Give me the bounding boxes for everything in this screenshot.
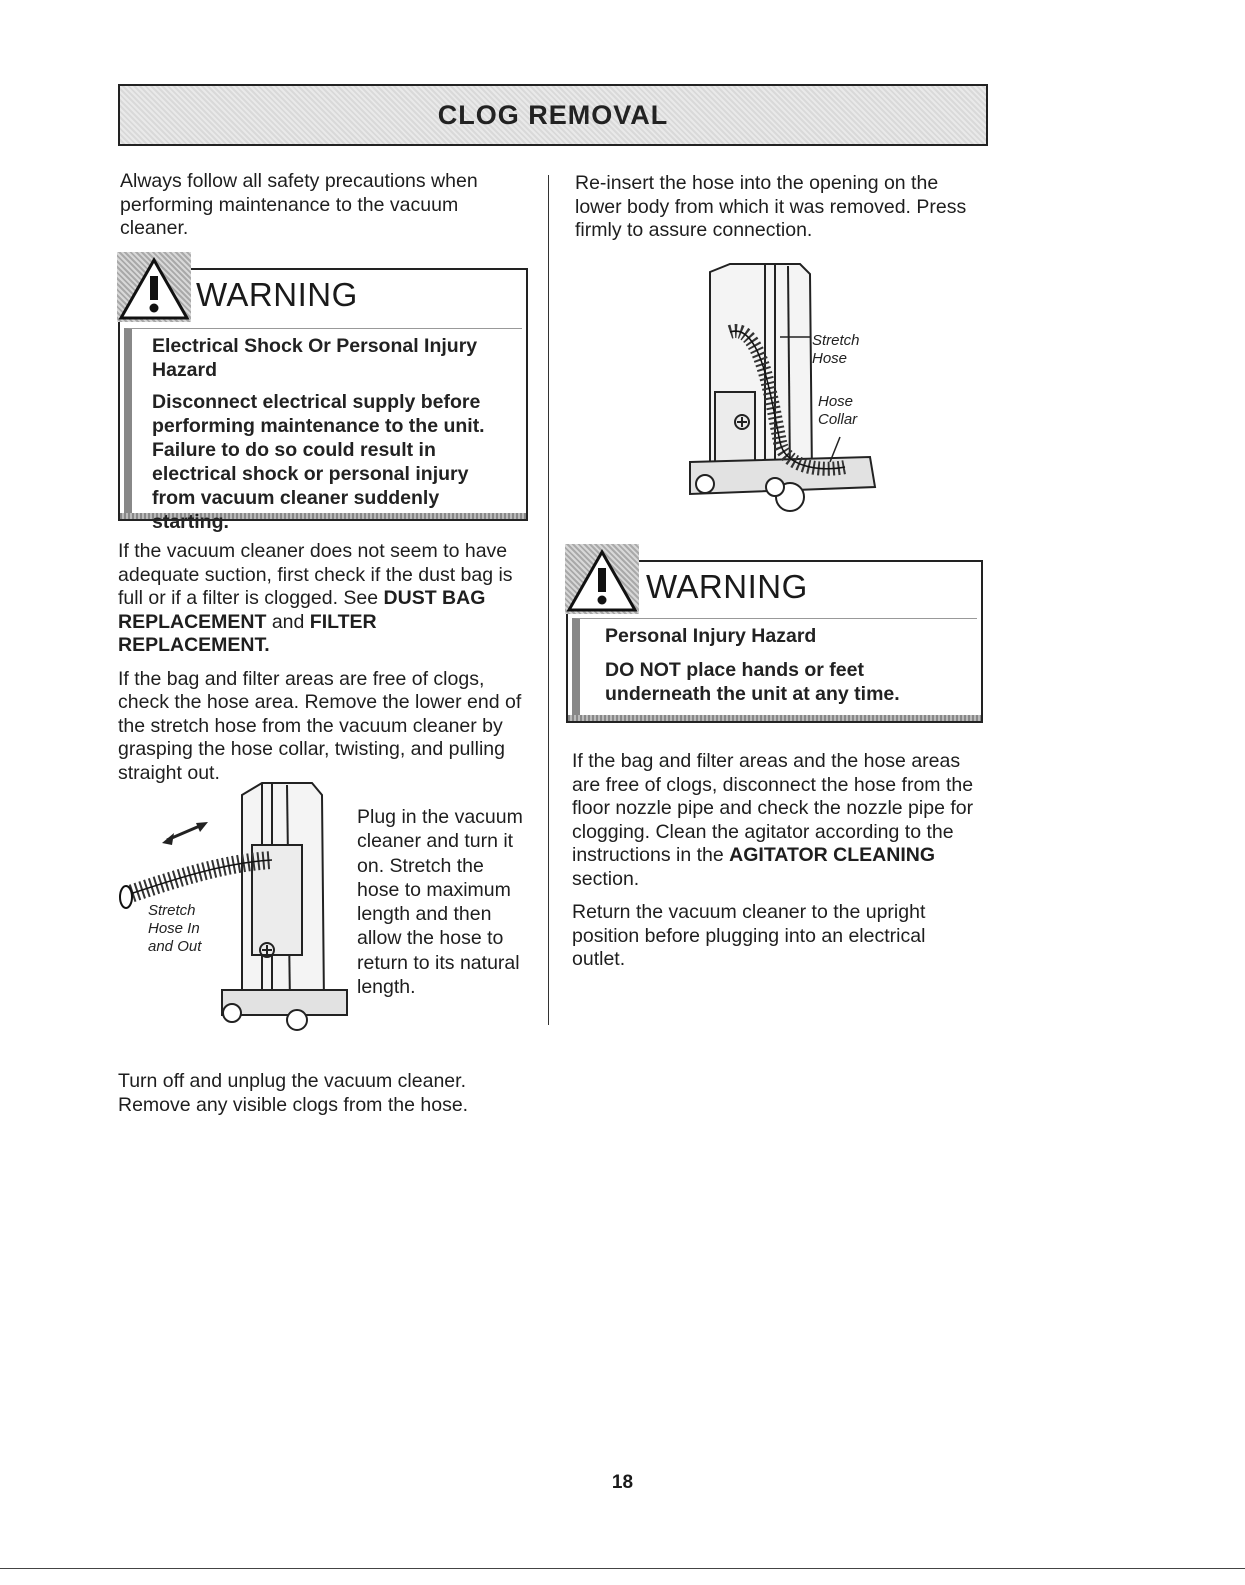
section-title: CLOG REMOVAL [437,99,669,130]
warning-triangle-icon [117,252,191,322]
page-number: 18 [611,1472,634,1493]
warning-hazard-2: Personal Injury Hazard [605,625,817,647]
figure-label-hose-collar: Hose Collar [818,393,858,428]
warning-body: Disconnect electrical supply before performing maintenance to the unit. Failure to do so could result in electrical shock or personal injury from vacuum cleaner suddenly starting. [152,391,485,533]
figure-label-stretch-hose: Stretch Hose In and Out [148,902,202,955]
warning-hazard: Electrical Shock Or Personal Injury Hazard [152,335,478,381]
figure-label-stretch-hose-right: Stretch Hose [812,332,860,367]
section-header [118,84,988,146]
reinsert-instructions: Re-insert the hose into the opening on the lower body from which it was removed. Press firmly to assure connection. [575,172,967,241]
warning-title-2: WARNING [646,568,808,605]
warning-title: WARNING [196,276,358,313]
column-divider [548,175,549,1025]
warning-icon-box [117,252,191,322]
turn-off-instructions: Turn off and unplug the vacuum cleaner. Remove any visible clogs from the hose. [118,1070,469,1116]
warning-icon-box-2 [565,544,639,614]
bottom-rule [0,1568,1245,1569]
warning-triangle-icon [565,544,639,614]
warning-body-2: DO NOT place hands or feet underneath the unit at any time. [605,659,900,705]
nozzle-paragraph: If the bag and filter areas and the hose areas are free of clogs, disconnect the hose from the floor nozzle pipe and check the nozzle pipe for clogging. Clean the agitator according to the instructions in the AGITATOR CLEANING section. Return the vacuum cleaner to the upright position before plugging into an electrical outlet. [572,750,974,970]
plug-in-instructions: Plug in the vacuum cleaner and turn it on. Stretch the hose to maximum length and then allow the hose to return to its natural length. [357,806,523,999]
intro-text: Always follow all safety precautions when performing maintenance to the vacuum cleaner. [120,170,478,239]
suction-paragraph: If the vacuum cleaner does not seem to have adequate suction, first check if the dust bag is full or if a filter is clogged. See DUST BAG REPLACEMENT and FILTER REPLACEMENT. If the bag and filter areas are free of clogs, check the hose area. Remove the lower end of the stretch hose from the vacuum cleaner by grasping the hose collar, twisting, and pulling straight out. [118,540,522,784]
